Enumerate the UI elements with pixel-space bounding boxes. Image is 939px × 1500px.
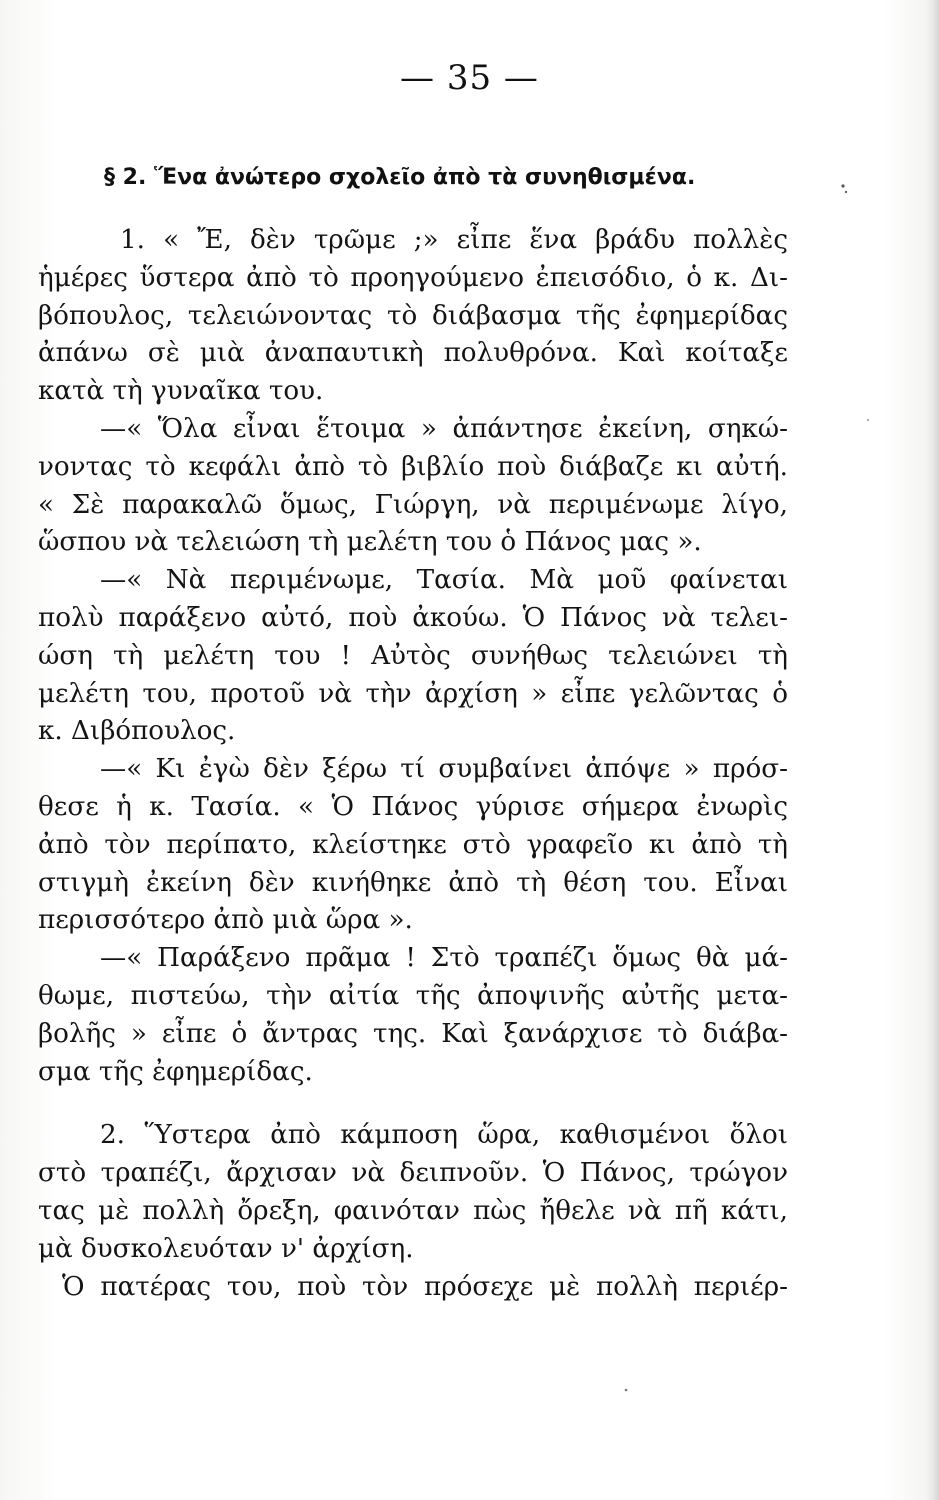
text-line: —« Νὰ περιμένωμε, Τασία. Μὰ μοῦ φαίνεται	[100, 565, 788, 596]
text-line: κ. Διβόπουλος.	[38, 716, 236, 747]
text-line: στὸ τραπέζι, ἄρχισαν νὰ δειπνοῦν. Ὁ Πάνος, τρώγον	[38, 1158, 788, 1189]
text-line: πολὺ παράξενο αὐτό, ποὺ ἀκούω. Ὁ Πάνος νὰ τελει-	[38, 602, 788, 633]
text-line: 1. « Ἔ, δὲν τρῶμε ;» εἶπε ἕνα βράδυ πολλὲς	[120, 225, 788, 255]
text-line: ὥσπου νὰ τελειώση τὴ μελέτη του ὁ Πάνος μας ».	[38, 527, 702, 558]
text-line: ἀπάνω σὲ μιὰ ἀναπαυτικὴ πολυθρόνα. Καὶ κοίταξε	[38, 338, 788, 369]
text-line: 2. Ὕστερα ἀπὸ κάμποση ὥρα, καθισμένοι ὅλοι	[100, 1120, 788, 1151]
text-line: κατὰ τὴ γυναῖκα του.	[38, 376, 324, 407]
text-line: θωμε, πιστεύω, τὴν αἰτία τῆς ἀποψινῆς αὐτῆς μετα-	[38, 980, 788, 1011]
section-heading: § 2. Ἕνα ἀνώτερο σχολεῖο ἀπὸ τὰ συνηθισμένα.	[104, 165, 696, 190]
text-line: τας μὲ πολλὴ ὄρεξη, φαινόταν πὼς ἤθελε νὰ πῆ κάτι,	[38, 1195, 788, 1226]
text-line: —« Παράξενο πρᾶμα ! Στὸ τραπέζι ὅμως θὰ μά-	[100, 943, 788, 974]
text-line: ἀπὸ τὸν περίπατο, κλείστηκε στὸ γραφεῖο κι ἀπὸ τὴ	[38, 829, 788, 860]
text-line: νοντας τὸ κεφάλι ἀπὸ τὸ βιβλίο ποὺ διάβαζε κι αὐτή.	[38, 451, 788, 482]
text-line: —« Κι ἐγὼ δὲν ξέρω τί συμβαίνει ἀπόψε » πρόσ-	[100, 754, 788, 785]
text-line: μελέτη του, προτοῦ νὰ τὴν ἀρχίση » εἶπε γελῶντας ὁ	[38, 678, 788, 709]
text-line: περισσότερο ἀπὸ μιὰ ὥρα ».	[38, 905, 413, 936]
text-line: ἡμέρες ὕστερα ἀπὸ τὸ προηγούμενο ἐπεισόδιο, ὁ κ. Δι-	[38, 262, 788, 293]
text-line: στιγμὴ ἐκείνη δὲν κινήθηκε ἀπὸ τὴ θέση του. Εἶναι	[38, 867, 788, 898]
text-line: θεσε ἡ κ. Τασία. « Ὁ Πάνος γύρισε σήμερα ἐνωρὶς	[38, 791, 788, 822]
page-number: — 35 —	[400, 58, 539, 98]
text-line: Ὁ πατέρας του, ποὺ τὸν πρόσεχε μὲ πολλὴ περιέρ-	[62, 1271, 788, 1302]
text-line: —« Ὅλα εἶναι ἕτοιμα » ἀπάντησε ἐκείνη, σηκώ-	[100, 413, 788, 444]
text-line: μὰ δυσκολευόταν ν' ἀρχίση.	[38, 1233, 414, 1264]
text-line: ώση τὴ μελέτη του ! Αὐτὸς συνήθως τελειώνει τὴ	[38, 640, 788, 671]
text-line: σμα τῆς ἐφημερίδας.	[38, 1056, 313, 1087]
text-line: « Σὲ παρακαλῶ ὅμως, Γιώργη, νὰ περιμένωμε λίγο,	[38, 489, 788, 520]
text-line: βολῆς » εἶπε ὁ ἄντρας της. Καὶ ξανάρχισε τὸ διάβα-	[38, 1018, 788, 1049]
text-line: βόπουλος, τελειώνοντας τὸ διάβασμα τῆς ἐφημερίδας	[38, 300, 788, 331]
